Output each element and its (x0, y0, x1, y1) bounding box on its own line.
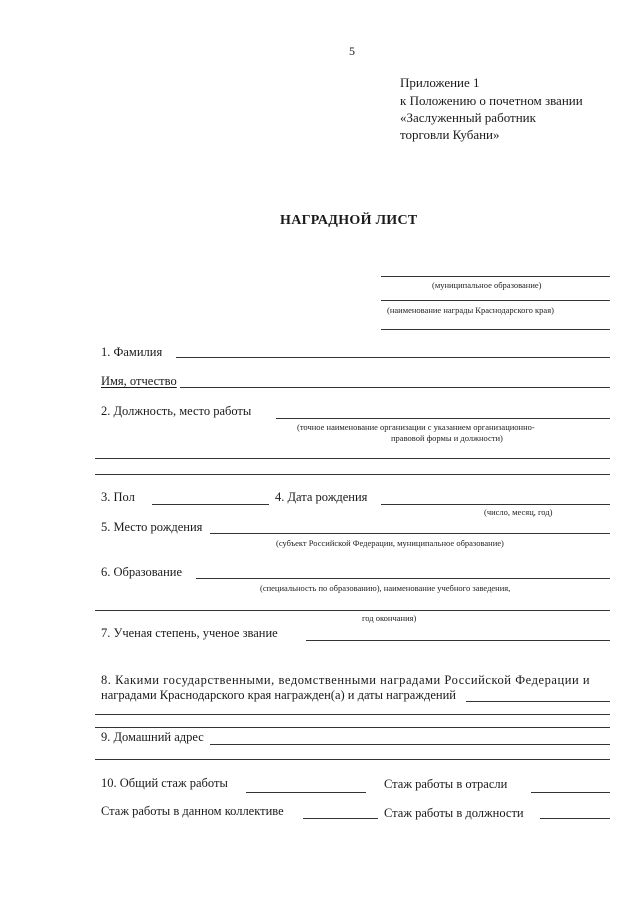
industry-experience-line[interactable] (531, 792, 610, 793)
sex-label: 3. Пол (101, 490, 135, 504)
home-address-line-2[interactable] (95, 759, 610, 760)
awards-line-2[interactable] (95, 714, 610, 715)
award-name-line-2[interactable] (381, 329, 610, 330)
awards-line-3[interactable] (95, 727, 610, 728)
education-label: 6. Образование (101, 565, 183, 579)
page-number: 5 (349, 44, 355, 58)
industry-experience-label: Стаж работы в отрасли (384, 777, 508, 791)
sex-line[interactable] (152, 504, 269, 505)
award-name-line[interactable] (381, 300, 610, 301)
degree-line[interactable] (306, 640, 610, 641)
name-patronymic-label: Имя, отчество (101, 374, 177, 388)
degree-label: 7. Ученая степень, ученое звание (101, 626, 278, 640)
position-label: 2. Должность, место работы (101, 404, 252, 418)
awards-label-2: наградами Краснодарского края награжден(а) и даты награждений (101, 688, 456, 702)
position-experience-label: Стаж работы в должности (384, 806, 524, 820)
education-line-2[interactable] (95, 610, 610, 611)
name-patronymic-line[interactable] (180, 387, 610, 388)
birth-date-label: 4. Дата рождения (275, 490, 368, 504)
appendix-line-4: торговли Кубани» (400, 127, 500, 142)
education-line[interactable] (196, 578, 610, 579)
collective-experience-label: Стаж работы в данном коллективе (101, 804, 284, 818)
awards-label-1: 8. Какими государственными, ведомственными наградами Российской Федерации и (101, 673, 591, 687)
total-experience-line[interactable] (246, 792, 366, 793)
position-hint-1: (точное наименование организации с указанием организационно- (297, 422, 535, 432)
position-line[interactable] (276, 418, 610, 419)
birth-date-hint: (число, месяц, год) (484, 507, 553, 517)
education-hint-1: (специальность по образованию), наименование учебного заведения, (260, 583, 511, 593)
home-address-line[interactable] (210, 744, 610, 745)
appendix-line-1: Приложение 1 (400, 75, 480, 90)
birth-place-hint: (субъект Российской Федерации, муниципальное образование) (276, 538, 504, 548)
collective-experience-line[interactable] (303, 818, 378, 819)
education-hint-2: год окончания) (362, 613, 417, 623)
home-address-label: 9. Домашний адрес (101, 730, 204, 744)
appendix-line-2: к Положению о почетном звании (400, 93, 583, 108)
position-experience-line[interactable] (540, 818, 610, 819)
surname-line[interactable] (176, 357, 610, 358)
award-name-hint: (наименование награды Краснодарского края) (387, 305, 554, 315)
total-experience-label: 10. Общий стаж работы (101, 776, 228, 790)
surname-label: 1. Фамилия (101, 345, 163, 359)
awards-line-1[interactable] (466, 701, 610, 702)
position-hint-2: правовой формы и должности) (391, 433, 503, 443)
appendix-line-3: «Заслуженный работник (400, 110, 536, 125)
position-extra-line-1[interactable] (95, 458, 610, 459)
page-title: НАГРАДНОЙ ЛИСТ (280, 213, 418, 228)
birth-place-label: 5. Место рождения (101, 520, 203, 534)
birth-place-line[interactable] (210, 533, 610, 534)
municipality-hint: (муниципальное образование) (432, 280, 542, 290)
position-extra-line-2[interactable] (95, 474, 610, 475)
birth-date-line[interactable] (381, 504, 610, 505)
municipality-line[interactable] (381, 276, 610, 277)
